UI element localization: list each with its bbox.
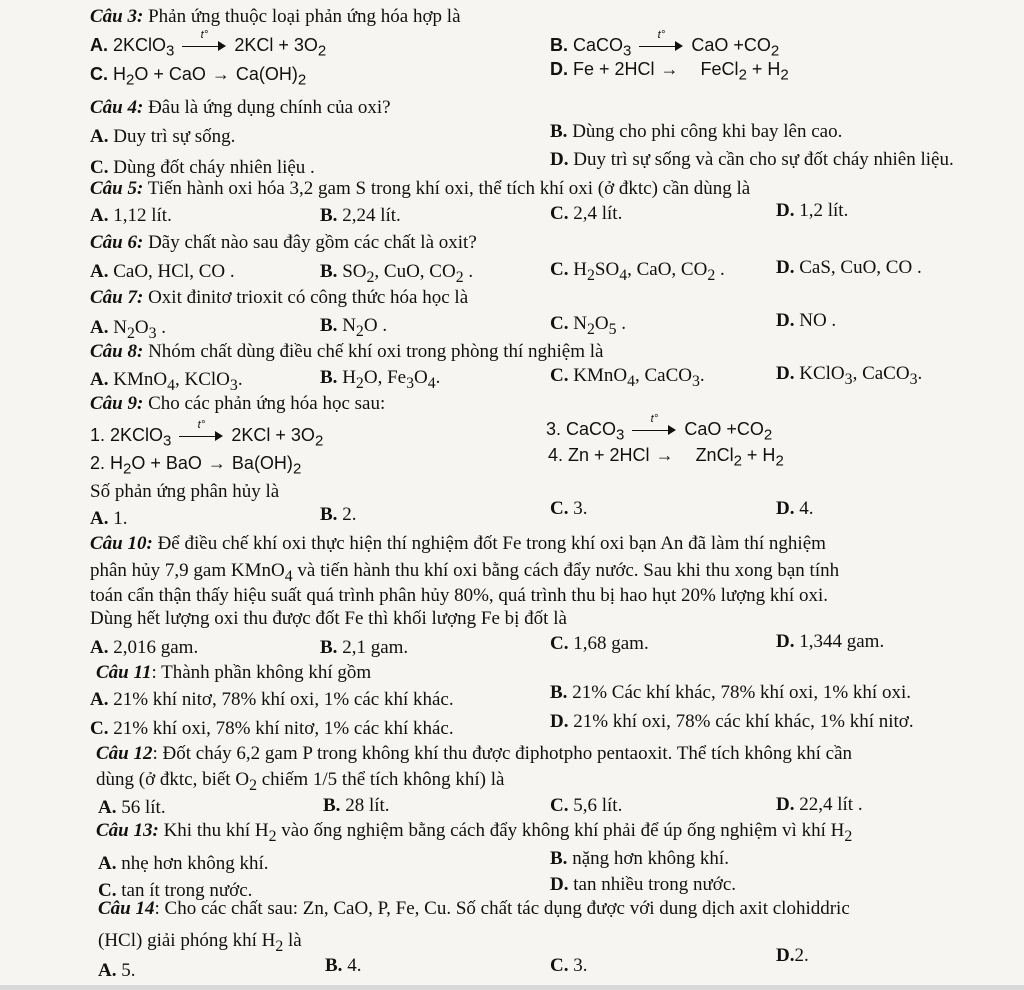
q12-option-a: [98, 797, 166, 819]
option-text: 1,68 gam.: [573, 633, 649, 654]
q5-option-c: [550, 203, 622, 225]
option-text: 5.: [121, 960, 136, 981]
q7-stem: [90, 287, 468, 309]
option-letter: B.: [320, 367, 338, 388]
option-text: 56 lít.: [121, 797, 166, 818]
q7-text: Oxit đinitơ trioxit có công thức hóa học là: [148, 287, 469, 308]
formula-part: H: [110, 453, 124, 473]
option-text: 28 lít.: [345, 795, 390, 816]
option-letter: D.: [550, 149, 569, 170]
page-edge-divider: [0, 985, 1024, 990]
q10-option-c: [550, 633, 649, 655]
reactant: CaCO: [566, 419, 617, 439]
q10-option-b: [320, 637, 408, 659]
formula-part: O .: [363, 315, 388, 336]
option-text: 21% khí nitơ, 78% khí oxi, 1% các khí khác.: [113, 689, 454, 710]
q8-option-c: [550, 365, 705, 393]
option-letter: A.: [90, 35, 108, 55]
subscript: 2: [844, 827, 853, 845]
subscript: 3: [166, 42, 175, 60]
q6-stem: [90, 232, 477, 254]
option-text: 1,344 gam.: [799, 631, 885, 652]
formula-part: .: [917, 363, 923, 384]
q11-option-c: [90, 718, 454, 740]
q11-option-b: [550, 682, 911, 704]
q12-stem-line2: [96, 769, 504, 797]
q9-label: Câu 9:: [90, 393, 144, 414]
option-letter: D.: [550, 711, 569, 732]
option-text: 2,24 lít.: [342, 205, 401, 226]
reaction-arrow-icon: [632, 413, 676, 437]
formula-part: .: [616, 313, 627, 334]
subscript: 2: [249, 776, 257, 794]
reaction-number: 2.: [90, 453, 106, 473]
option-text: 3.: [573, 498, 588, 519]
subscript: 3: [148, 324, 157, 342]
reaction-condition: t°: [650, 413, 659, 426]
q7-option-c: [550, 313, 626, 341]
arrow-icon: →: [660, 59, 679, 79]
formula-part: KClO: [799, 363, 845, 384]
option-letter: A.: [90, 317, 109, 338]
formula-part: , CaCO: [635, 365, 692, 386]
formula-part: O, Fe: [363, 367, 407, 388]
option-letter: B.: [320, 637, 338, 658]
q10-stem-line2: [90, 560, 839, 588]
q10-text: Để điều chế khí oxi thực hiện thí nghiệm đốt Fe trong khí oxi bạn An đã làm thí nghiệm: [157, 533, 826, 554]
option-letter: C.: [550, 259, 569, 280]
option-letter: D.: [776, 794, 795, 815]
subscript: 2: [780, 66, 789, 84]
option-letter: B.: [550, 848, 568, 869]
formula-part: KMnO: [573, 365, 628, 386]
option-letter: A.: [98, 960, 117, 981]
subscript: 2: [123, 460, 132, 478]
q4-text: Đâu là ứng dụng chính của oxi?: [148, 97, 391, 118]
option-letter: B.: [550, 121, 568, 142]
q13-stem: [96, 820, 852, 848]
q12-text: : Đốt cháy 6,2 gam P trong không khí thu được điphotpho pentaoxit. Thể tích không khí cần: [152, 743, 853, 764]
option-text: tan nhiều trong nước.: [573, 874, 737, 895]
q4-stem: [90, 97, 391, 119]
option-letter: C.: [550, 498, 569, 519]
q12-option-d: [776, 794, 863, 816]
formula-part: , CaO, CO: [627, 259, 708, 280]
option-letter: C.: [550, 365, 569, 386]
q10-stem-line3: toán cẩn thận thấy hiệu suất quá trình phân hủy 80%, quá trình thu bị hao hụt 20% lượng khí oxi.: [90, 585, 828, 606]
q3-label: Câu 3:: [90, 6, 144, 27]
q8-option-b: [320, 367, 440, 395]
q14-option-d: [776, 945, 809, 967]
option-letter: A.: [90, 689, 109, 710]
q9-reaction-2: [90, 452, 301, 481]
subscript: 2: [355, 322, 364, 340]
option-letter: B.: [325, 955, 343, 976]
q4-option-d: [550, 149, 954, 171]
subscript: 2: [355, 374, 364, 392]
option-text: tan ít trong nước.: [121, 880, 253, 901]
option-text: 1,2 lít.: [799, 200, 849, 221]
subscript: 2: [455, 268, 464, 286]
q8-stem: [90, 341, 603, 363]
formula-part: .: [463, 261, 474, 282]
q12-label: Câu 12: [96, 743, 153, 764]
q4-label: Câu 4:: [90, 97, 144, 118]
reaction-number: 1.: [90, 425, 106, 445]
q4-option-c: [90, 157, 315, 179]
q9-question: Số phản ứng phân hủy là: [90, 481, 280, 502]
formula-part: .: [699, 365, 705, 386]
formula-part: ZnCl: [695, 445, 734, 465]
q6-option-a: [90, 261, 235, 283]
option-letter: A.: [90, 205, 109, 226]
option-text: 1,12 lít.: [113, 205, 172, 226]
option-letter: B.: [320, 261, 338, 282]
option-text: Duy trì sự sống và cần cho sự đốt cháy nhiên liệu.: [573, 149, 954, 170]
formula-part: .: [435, 367, 441, 388]
option-text: 21% khí oxi, 78% khí nitơ, 1% các khí khác.: [113, 718, 454, 739]
arrow-icon: →: [207, 453, 226, 473]
q11-option-a: [90, 689, 454, 711]
q10-label: Câu 10:: [90, 533, 153, 554]
formula-part: N: [573, 313, 587, 334]
subscript: 2: [586, 266, 595, 284]
formula-part: , CaCO: [852, 363, 910, 384]
option-letter: D.: [776, 363, 795, 384]
option-text: CaS, CuO, CO .: [799, 257, 922, 278]
option-letter: D.: [776, 310, 795, 331]
q9-option-b: [320, 504, 356, 526]
formula-part: , KClO: [175, 369, 230, 390]
option-letter: A.: [98, 797, 117, 818]
q14-stem-line2: [98, 930, 302, 958]
option-text: 2,1 gam.: [342, 637, 409, 658]
formula-part: KMnO: [113, 369, 168, 390]
q7-option-d: [776, 310, 836, 332]
subscript: 2: [314, 432, 324, 450]
q12-stem-line1: [96, 743, 852, 765]
formula-part: + H: [746, 59, 781, 79]
option-text: 2,016 gam.: [113, 637, 199, 658]
q9-reaction-4: [548, 444, 784, 473]
formula-part: Fe + 2HCl: [573, 59, 655, 79]
subscript: 2: [126, 324, 135, 342]
q11-stem: [96, 662, 371, 684]
option-text: CaO, HCl, CO .: [113, 261, 235, 282]
q5-option-d: [776, 200, 848, 222]
q11-label: Câu 11: [96, 662, 152, 683]
option-letter: C.: [550, 313, 569, 334]
formula-part: H: [113, 64, 127, 84]
option-letter: A.: [90, 508, 109, 529]
reactant: 2KClO: [113, 35, 167, 55]
subscript: 3: [692, 372, 700, 390]
q5-stem: [90, 178, 750, 200]
q8-text: Nhóm chất dùng điều chế khí oxi trong phòng thí nghiệm là: [148, 341, 604, 362]
formula-part: SO: [594, 259, 620, 280]
q6-label: Câu 6:: [90, 232, 144, 253]
subscript: 2: [366, 268, 375, 286]
option-text: Dùng đốt cháy nhiên liệu .: [113, 157, 315, 178]
reaction-arrow-icon: [179, 419, 223, 443]
formula-part: FeCl: [700, 59, 739, 79]
formula-part: , CuO, CO: [374, 261, 456, 282]
formula-part: O: [134, 317, 149, 338]
q3-option-c: [90, 63, 306, 92]
text-part: vào ống nghiệm bằng cách đẩy không khí phải để úp ống nghiệm vì khí: [276, 820, 831, 841]
option-letter: A.: [90, 369, 109, 390]
reactant: 2KClO: [110, 425, 164, 445]
option-text: 3.: [573, 955, 588, 976]
subscript: 5: [608, 320, 617, 338]
subscript: 3: [909, 370, 918, 388]
option-letter: B.: [550, 35, 568, 55]
option-text: 4.: [347, 955, 362, 976]
q4-option-a: [90, 126, 235, 148]
product: CaO +CO: [691, 35, 771, 55]
q3-option-d: [550, 58, 789, 87]
option-letter: C.: [90, 718, 109, 739]
option-letter: D.: [776, 257, 795, 278]
q11-option-d: [550, 711, 914, 733]
subscript: 4: [427, 374, 436, 392]
q9-reaction-3: [546, 413, 773, 447]
q13-option-a: [98, 853, 269, 875]
q14-option-a: [98, 960, 135, 982]
product: 2KCl + 3O: [234, 35, 318, 55]
q3-stem: [90, 6, 461, 28]
text-part: (HCl) giải phóng khí H: [98, 930, 276, 951]
q10-option-d: [776, 631, 884, 653]
subscript: 3: [406, 374, 414, 392]
option-letter: C.: [550, 795, 569, 816]
subscript: 4: [284, 567, 293, 585]
text-part: chiếm 1/5 thể tích không khí) là: [256, 769, 505, 790]
product: CaO +CO: [684, 419, 764, 439]
q6-option-d: [776, 257, 922, 279]
formula-part: .: [237, 369, 243, 390]
subscript: 4: [619, 266, 628, 284]
q12-option-b: [323, 795, 390, 817]
text-part: dùng (ở đktc, biết O: [96, 769, 250, 790]
q5-text: Tiến hành oxi hóa 3,2 gam S trong khí oxi, thể tích khí oxi (ở đktc) cần dùng là: [147, 178, 751, 199]
text-part: H: [830, 820, 845, 841]
q7-label: Câu 7:: [90, 287, 144, 308]
formula-part: O + BaO: [131, 453, 202, 473]
option-letter: A.: [98, 853, 117, 874]
q14-stem-line1: [98, 898, 850, 920]
q11-text: : Thành phần không khí gồm: [151, 662, 372, 683]
option-text: 2,4 lít.: [573, 203, 623, 224]
option-letter: A.: [90, 126, 109, 147]
subscript: 2: [770, 42, 780, 60]
subscript: 4: [167, 376, 175, 394]
q9-reaction-1: [90, 419, 324, 453]
formula-part: Ba(OH): [231, 453, 293, 473]
subscript: 2: [297, 71, 307, 89]
q3-text: Phản ứng thuộc loại phản ứng hóa hợp là: [148, 6, 461, 27]
q14-option-c: [550, 955, 587, 977]
q5-option-a: [90, 205, 172, 227]
q9-option-d: [776, 498, 813, 520]
q9-option-c: [550, 498, 587, 520]
option-letter: D.: [776, 498, 795, 519]
q6-option-c: [550, 259, 725, 287]
formula-part: N: [113, 317, 127, 338]
option-letter: D.: [776, 200, 795, 221]
reaction-condition: t°: [657, 29, 666, 42]
formula-part: H: [342, 367, 356, 388]
subscript: 2: [317, 42, 327, 60]
subscript: 2: [292, 460, 302, 478]
text-part: là: [283, 930, 302, 951]
option-text: 22,4 lít .: [799, 794, 863, 815]
q9-text: Cho các phản ứng hóa học sau:: [148, 393, 386, 414]
formula-part: + H: [741, 445, 776, 465]
formula-part: O: [414, 367, 428, 388]
q13-label: Câu 13:: [96, 820, 159, 841]
option-letter: A.: [90, 637, 109, 658]
option-letter: D.: [550, 874, 569, 895]
q5-label: Câu 5:: [90, 178, 144, 199]
option-text: nặng hơn không khí.: [567, 848, 729, 869]
q5-option-b: [320, 205, 401, 227]
option-text: 2.: [342, 504, 357, 525]
q10-stem-line4: Dùng hết lượng oxi thu được đốt Fe thì khối lượng Fe bị đốt là: [90, 608, 567, 629]
subscript: 2: [775, 452, 784, 470]
subscript: 3: [623, 42, 632, 60]
formula-part: Ca(OH): [235, 64, 298, 84]
option-letter: B.: [320, 504, 338, 525]
reaction-number: 3.: [546, 419, 562, 439]
q8-label: Câu 8:: [90, 341, 144, 362]
q9-stem: [90, 393, 385, 415]
option-letter: B.: [323, 795, 341, 816]
option-letter: B.: [550, 682, 568, 703]
option-letter: A.: [90, 261, 109, 282]
q14-option-b: [325, 955, 361, 977]
formula-part: N: [342, 315, 356, 336]
formula-part: O: [594, 313, 609, 334]
reaction-arrow-icon: [182, 29, 226, 53]
option-text: Dùng cho phi công khi bay lên cao.: [572, 121, 843, 142]
q13-option-d: [550, 874, 736, 896]
option-text: nhẹ hơn không khí.: [121, 853, 269, 874]
option-letter: C.: [550, 203, 569, 224]
option-text: 1.: [113, 508, 128, 529]
q4-option-b: [550, 121, 842, 143]
q3-option-a: [90, 29, 327, 63]
subscript: 3: [844, 370, 853, 388]
q8-option-d: [776, 363, 922, 391]
q12-option-c: [550, 795, 622, 817]
option-letter: C.: [550, 633, 569, 654]
option-text: 2.: [794, 945, 809, 966]
q6-text: Dãy chất nào sau đây gồm các chất là oxit?: [148, 232, 477, 253]
subscript: 2: [738, 66, 747, 84]
option-letter: C.: [90, 157, 109, 178]
option-letter: D.: [550, 59, 568, 79]
reaction-arrow-icon: [639, 29, 683, 53]
subscript: 2: [275, 937, 284, 955]
option-letter: D.: [776, 945, 795, 966]
formula-part: .: [156, 317, 167, 338]
option-letter: C.: [550, 955, 569, 976]
subscript: 3: [616, 426, 625, 444]
q14-text: : Cho các chất sau: Zn, CaO, P, Fe, Cu. Số chất tác dụng được với dung dịch axit clohiddric: [154, 898, 850, 919]
formula-part: Zn + 2HCl: [568, 445, 650, 465]
option-letter: C.: [98, 880, 117, 901]
subscript: 3: [163, 432, 172, 450]
text-part: và tiến hành thu khí oxi bằng cách đẩy nước. Sau khi thu xong bạn tính: [292, 560, 840, 581]
q13-option-b: [550, 848, 729, 870]
reaction-condition: t°: [200, 29, 209, 42]
formula-part: H: [573, 259, 587, 280]
subscript: 2: [126, 71, 135, 89]
arrow-icon: →: [655, 445, 674, 465]
option-text: Duy trì sự sống.: [113, 126, 236, 147]
q10-option-a: [90, 637, 198, 659]
product: 2KCl + 3O: [231, 425, 315, 445]
reaction-number: 4.: [548, 445, 564, 465]
option-text: 21% Các khí khác, 78% khí oxi, 1% khí oxi.: [567, 682, 911, 703]
q7-option-b: [320, 315, 387, 343]
reactant: CaCO: [573, 35, 624, 55]
option-letter: C.: [90, 64, 108, 84]
subscript: 3: [229, 376, 238, 394]
subscript: 2: [268, 827, 277, 845]
option-letter: B.: [320, 205, 338, 226]
subscript: 4: [627, 372, 635, 390]
q6-option-b: [320, 261, 473, 289]
subscript: 2: [707, 266, 716, 284]
subscript: 2: [733, 452, 742, 470]
subscript: 2: [763, 426, 773, 444]
subscript: 2: [586, 320, 595, 338]
option-letter: B.: [320, 315, 338, 336]
option-text: 4.: [799, 498, 814, 519]
q9-option-a: [90, 508, 127, 530]
option-text: 5,6 lít.: [573, 795, 623, 816]
formula-part: SO: [342, 261, 367, 282]
text-part: phân hủy 7,9 gam KMnO: [90, 560, 285, 581]
q14-label: Câu 14: [98, 898, 155, 919]
option-letter: D.: [776, 631, 795, 652]
text-part: Khi thu khí H: [163, 820, 269, 841]
arrow-icon: →: [211, 64, 230, 84]
option-text: NO .: [799, 310, 837, 331]
q10-stem-line1: [90, 533, 826, 555]
reaction-condition: t°: [197, 419, 206, 432]
formula-part: O + CaO: [134, 64, 206, 84]
option-text: 21% khí oxi, 78% các khí khác, 1% khí nitơ.: [573, 711, 914, 732]
formula-part: .: [715, 259, 725, 280]
